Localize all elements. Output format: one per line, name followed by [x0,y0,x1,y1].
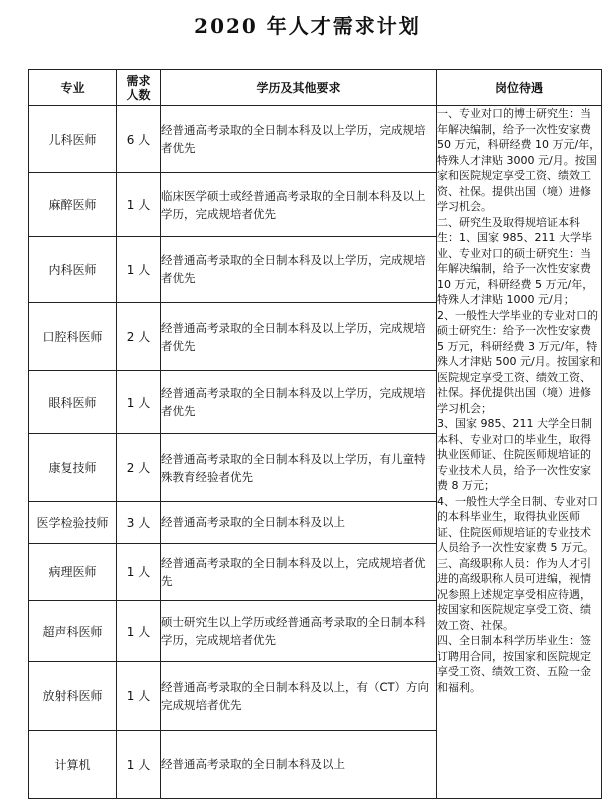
major-cell: 病理医师 [29,543,117,600]
major-cell: 计算机 [29,730,117,798]
benefit-paragraph: 4、一般性大学全日制、专业对口的本科毕业生，取得执业医师证、住院医师规培证的专业技术人员给予一次性安家费 5 万元。 [437,494,598,555]
header-count [117,70,161,106]
page-title: 2020 年人才需求计划 [194,14,421,38]
header-major: 专业 [29,70,117,106]
header-requirements: 学历及其他要求 [161,70,437,106]
major-cell: 内科医师 [29,236,117,302]
major-cell: 眼科医师 [29,371,117,434]
table-row [29,106,602,173]
count-cell: 1 人 [117,173,161,236]
benefits-cell [437,106,602,799]
requirements-cell: 经普通高考录取的全日制本科及以上 [161,730,437,798]
table-header-row [29,70,602,106]
benefit-paragraph: 二、研究生及取得规培证本科生：1、国家 985、211 大学毕业、专业对口的硕士研究生：当年解决编制，给予一次性安家费 10 万元，科研经费 5 万元/年，特殊人才津贴 1000 元/月； [437,215,594,307]
count-cell: 1 人 [117,730,161,798]
benefit-paragraph: 一、专业对口的博士研究生：当年解决编制，给予一次性安家费 50 万元，科研经费 10 万元/年，特殊人才津贴 3000 元/月。按国家和医院规定享受工资、绩效工资、社保。提供出国（境）进修学习机会。 [437,107,601,214]
count-cell: 1 人 [117,601,161,662]
major-cell: 儿科医师 [29,106,117,173]
count-cell: 1 人 [117,543,161,600]
requirements-cell: 经普通高考录取的全日制本科及以上学历，完成规培者优先 [161,302,437,370]
major-cell: 康复技师 [29,434,117,501]
header-benefits: 岗位待遇 [437,70,602,106]
count-cell: 1 人 [117,236,161,302]
major-cell: 医学检验技师 [29,501,117,543]
requirements-cell: 经普通高考录取的全日制本科及以上 [161,501,437,543]
benefit-paragraph: 三、高级职称人员：作为人才引进的高级职称人员可进编，视情况参照上述规定享受相应待遇，按国家和医院规定享受工资、绩效工资、社保。 [437,556,591,632]
count-cell: 1 人 [117,371,161,434]
count-cell: 1 人 [117,662,161,730]
requirements-cell: 经普通高考录取的全日制本科及以上学历，完成规培者优先 [161,371,437,434]
major-cell: 超声科医师 [29,601,117,662]
count-cell: 2 人 [117,302,161,370]
requirements-cell: 临床医学硕士或经普通高考录取的全日制本科及以上学历，完成规培者优先 [161,173,437,236]
major-cell: 麻醉医师 [29,173,117,236]
count-cell: 6 人 [117,106,161,173]
requirements-cell: 经普通高考录取的全日制本科及以上学历，完成规培者优先 [161,236,437,302]
header-count-line1: 需求 [126,73,151,88]
requirements-cell: 经普通高考录取的全日制本科及以上，有（CT）方向完成规培者优先 [161,662,437,730]
requirements-cell: 经普通高考录取的全日制本科及以上，完成规培者优先 [161,543,437,600]
count-cell: 2 人 [117,434,161,501]
benefit-paragraph: 3、国家 985、211 大学全日制本科、专业对口的毕业生，取得执业医师证、住院医师规培证的专业技术人员，给予一次性安家费 8 万元； [437,417,592,493]
major-cell: 口腔科医师 [29,302,117,370]
benefit-paragraph: 2、一般性大学毕业的专业对口的硕士研究生：给予一次性安家费 5 万元，科研经费 3 万元/年，特殊人才津贴 500 元/月。按国家和医院规定享受工资、绩效工资、社保。择优提供出国（境）进修学习机会； [437,308,601,415]
requirements-cell: 硕士研究生以上学历或经普通高考录取的全日制本科学历，完成规培者优先 [161,601,437,662]
benefit-paragraph: 四、全日制本科学历毕业生：签订聘用合同，按国家和医院规定享受工资、绩效工资、五险一金和福利。 [437,634,591,694]
count-cell: 3 人 [117,501,161,543]
requirements-cell: 经普通高考录取的全日制本科及以上学历，有儿童特殊教育经验者优先 [161,434,437,501]
major-cell: 放射科医师 [29,662,117,730]
requirements-cell: 经普通高考录取的全日制本科及以上学历，完成规培者优先 [161,106,437,173]
header-count-line2: 人数 [126,87,151,102]
talent-plan-table [28,69,602,799]
